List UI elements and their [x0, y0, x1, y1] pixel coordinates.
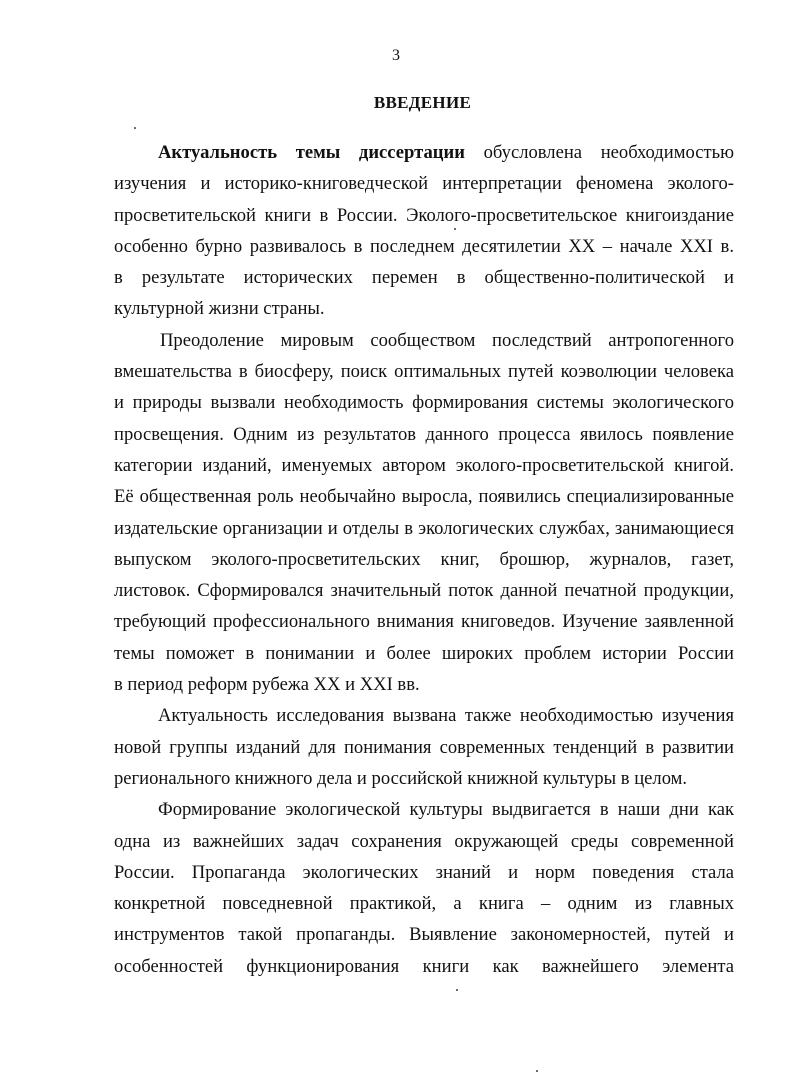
text-line: требующий профессионального внимания книговедов. Изучение заявленной [114, 611, 734, 633]
text-line: в результате исторических перемен в общественно-политической и [114, 267, 734, 289]
scan-speck [134, 127, 136, 129]
paragraph-relevance [114, 137, 734, 325]
scan-speck [536, 1070, 538, 1072]
text-line: листовок. Сформировался значительный поток данной печатной продукции, [114, 580, 734, 602]
paragraph-research-relevance [114, 700, 734, 794]
text-line: темы поможет в понимании и более широких проблем истории России [114, 642, 734, 664]
paragraph-overcoming [114, 325, 734, 701]
text-line: культурной жизни страны. [114, 298, 325, 320]
paragraph-eco-culture [114, 794, 734, 982]
text-line: Формирование экологической культуры выдвигается в наши дни как [158, 799, 734, 821]
text-line: Преодоление мировым сообществом последствий антропогенного [160, 329, 734, 351]
text-line: регионального книжного дела и российской книжной культуры в целом. [114, 767, 688, 789]
text-line: просвещения. Одним из результатов данного процесса явилось появление [114, 423, 734, 445]
text-line: инструментов такой пропаганды. Выявление закономерностей, путей и [114, 924, 734, 946]
text-line: конкретной повседневной практикой, а книга – одним из главных [114, 893, 734, 915]
text-line: издательские организации и отделы в экологических службах, занимающиеся [114, 517, 734, 539]
section-heading: ВВЕДЕНИЕ [373, 93, 472, 112]
text-line: одна из важнейших задач сохранения окружающей среды современной [114, 830, 734, 852]
text-line: просветительской книги в России. Эколого-просветительское книгоиздание [114, 204, 734, 226]
text-line: изучения и историко-книговедческой интерпретации феномена эколого- [114, 173, 734, 195]
text-line: выпуском эколого-просветительских книг, брошюр, журналов, газет, [114, 548, 734, 570]
body-text [114, 137, 734, 982]
text-line: и природы вызвали необходимость формирования системы экологического [114, 392, 734, 414]
text-line: в период реформ рубежа XX и XXI вв. [114, 674, 420, 696]
text-line: Её общественная роль необычайно выросла, появились специализированные [114, 486, 734, 508]
scan-speck [456, 989, 458, 991]
text-line: категории изданий, именуемых автором эколого-просветительской книгой. [114, 454, 734, 476]
text-line: новой группы изданий для понимания современных тенденций в развитии [114, 736, 734, 758]
text-line: Актуальность исследования вызвана также необходимостью изучения [158, 705, 734, 727]
text-line: особенно бурно развивалось в последнем десятилетии XX – начале XXI в. [114, 235, 734, 257]
bold-lead-phrase: Актуальность темы диссертации [158, 142, 465, 163]
text-line: России. Пропаганда экологических знаний и норм поведения стала [114, 861, 734, 883]
scan-speck [454, 228, 456, 230]
text-line: особенностей функционирования книги как важнейшего элемента [114, 955, 734, 977]
text-line: вмешательства в биосферу, поиск оптимальных путей коэволюции человека [114, 361, 734, 383]
page-number: 3 [392, 47, 400, 64]
text-line: Актуальность темы диссертации обусловлена необходимостью [158, 142, 734, 163]
